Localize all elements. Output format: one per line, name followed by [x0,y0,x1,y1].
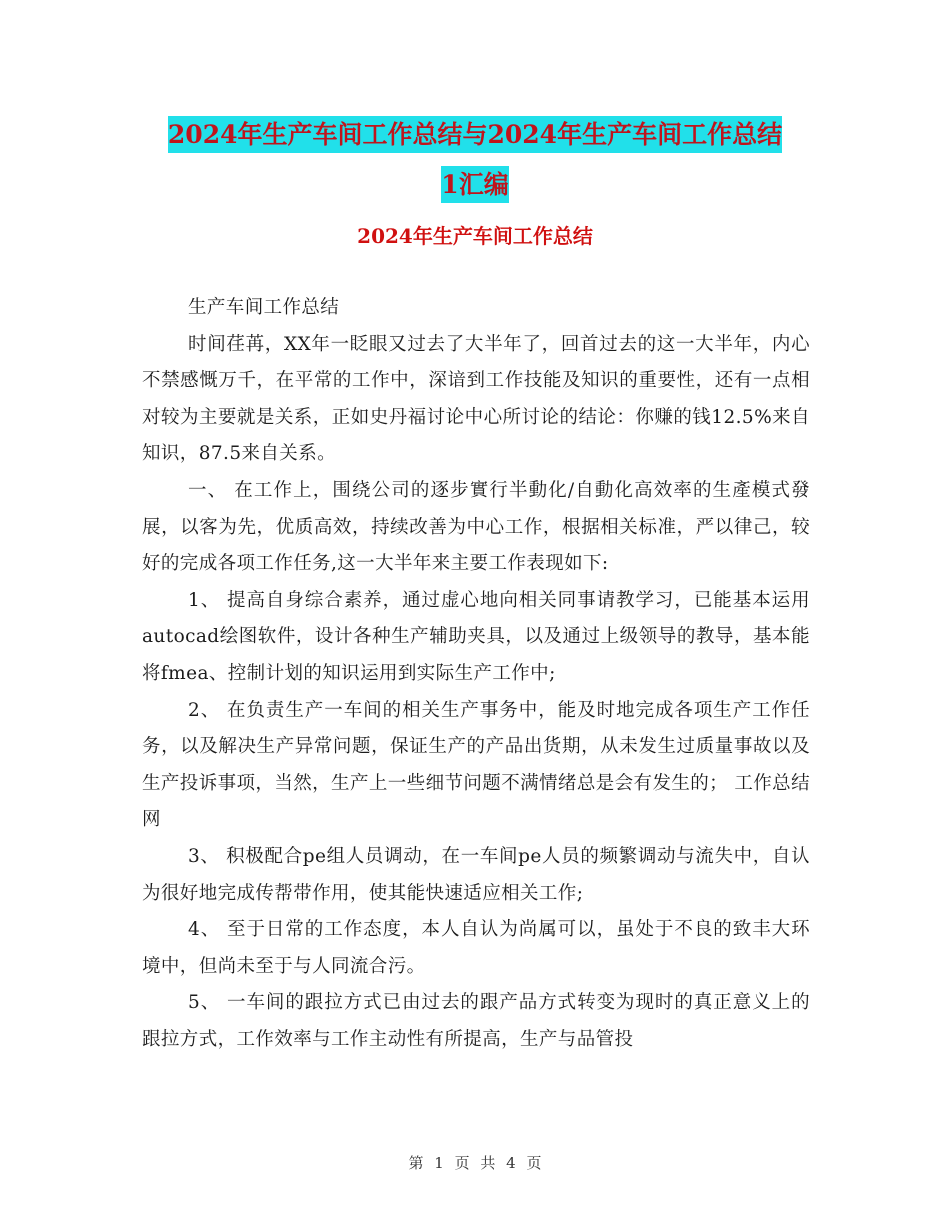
paragraph: 2、 在负责生产一车间的相关生产事务中，能及时地完成各项生产工作任务，以及解决生产异常问题，保证生产的产品出货期，从未发生过质量事故以及生产投诉事项，当然，生产上一些细节问题不满情绪总是会有发生的； 工作总结网 [142,699,810,831]
document-title-line2: 1汇编 [441,166,508,203]
paragraph: 4、 至于日常的工作态度，本人自认为尚属可以，虽处于不良的致丰大环境中，但尚未至于与人同流合污。 [142,919,810,977]
document-title [140,110,810,210]
paragraph: 5、 一车间的跟拉方式已由过去的跟产品方式转变为现时的真正意义上的跟拉方式，工作效率与工作主动性有所提高，生产与品管投 [142,992,810,1050]
paragraph: 生产车间工作总结 [188,297,340,318]
paragraph: 时间荏苒，XX年一眨眼又过去了大半年了，回首过去的这一大半年，内心不禁感慨万千，在平常的工作中，深谙到工作技能及知识的重要性，还有一点相对较为主要就是关系，正如史丹福讨论中心所讨论的结论：你赚的钱12.5%来自知识，87.5来自关系。 [142,333,810,465]
paragraph: 1、 提高自身综合素养，通过虚心地向相关同事请教学习，已能基本运用autocad绘图软件，设计各种生产辅助夹具，以及通过上级领导的教导，基本能将fmea、控制计划的知识运用到实际生产工作中; [142,589,810,684]
document-title-line1: 2024年生产车间工作总结与2024年生产车间工作总结 [168,116,782,153]
document-body [142,290,810,1058]
page-footer: 第 1 页 共 4 页 [408,1154,542,1172]
paragraph: 一、 在工作上，围绕公司的逐步實行半動化/自動化高效率的生產模式發展，以客为先，优质高效，持续改善为中心工作，根据相关标准，严以律己，较好的完成各项工作任务,这一大半年来主要工作表现如下: [142,479,810,575]
paragraph: 3、 积极配合pe组人员调动，在一车间pe人员的频繁调动与流失中，自认为很好地完成传帮带作用，使其能快速适应相关工作; [142,845,810,904]
section-title: 2024年生产车间工作总结 [357,224,593,248]
